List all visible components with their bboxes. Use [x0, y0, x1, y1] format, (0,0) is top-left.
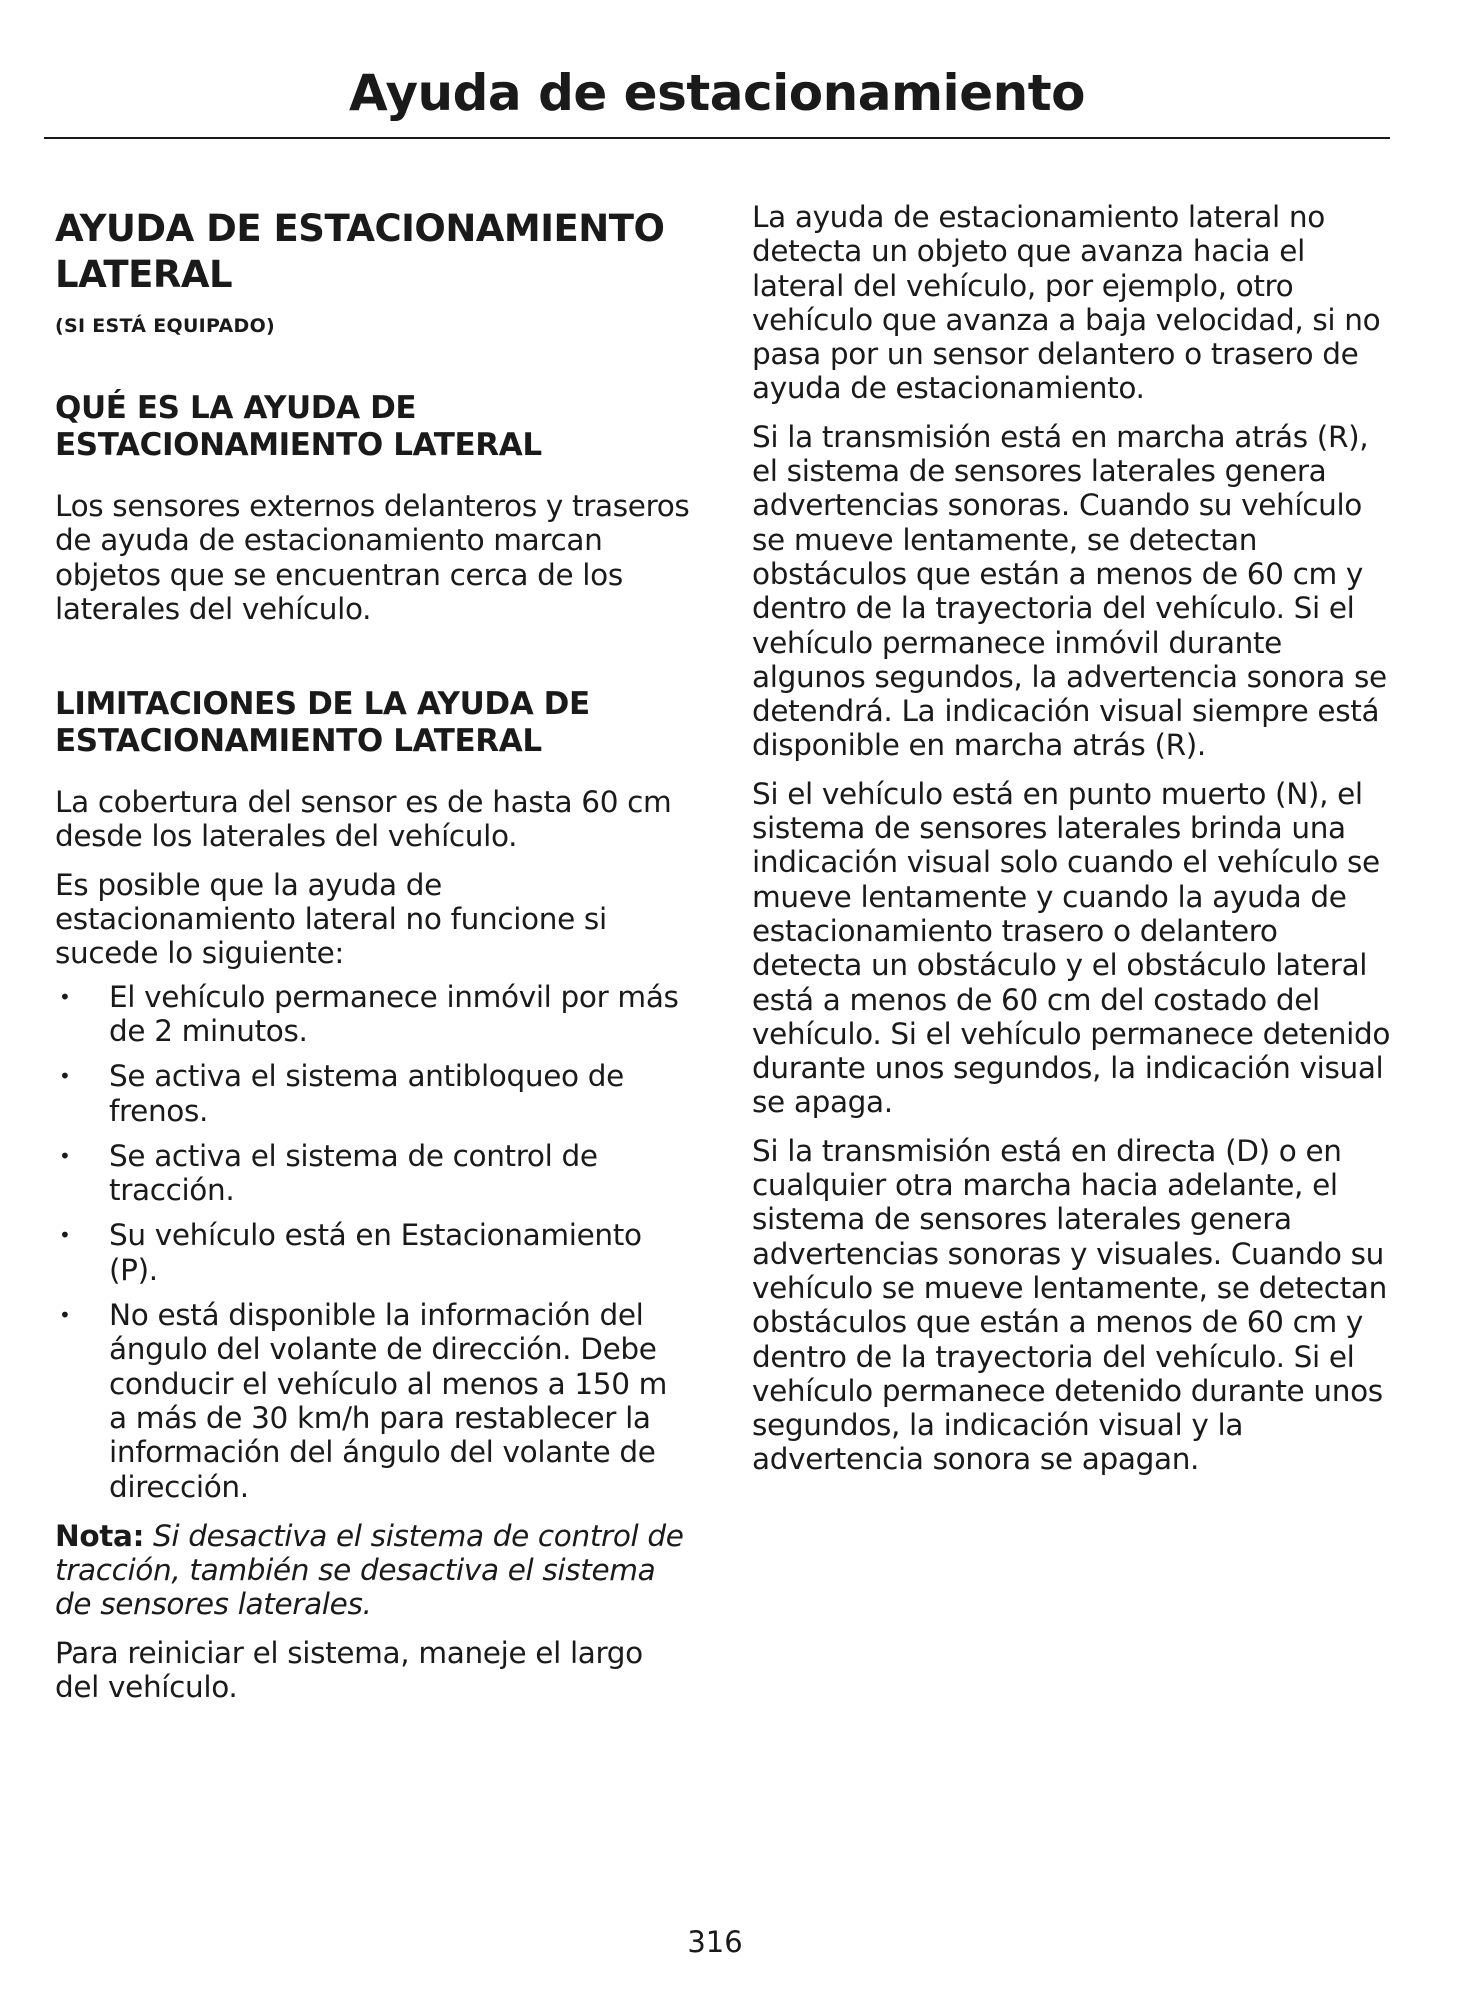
bullet-icon: • — [59, 1143, 71, 1168]
page-number: 316 — [687, 1925, 743, 1959]
list-item-text: El vehículo permanece inmóvil por más de 2 minutos. — [109, 979, 679, 1048]
list-item-text: Su vehículo está en Estacionamiento (P). — [109, 1218, 642, 1287]
list-item — [55, 1218, 690, 1287]
right-paragraph-1: La ayuda de estacionamiento lateral no detecta un objeto que avanza hacia el lateral del vehículo, por ejemplo, otro vehículo que avanza a baja velocidad, si no pasa por un sensor delantero o trasero de ayuda de estacionamiento. — [752, 200, 1381, 406]
equipped-note: (SI ESTÁ EQUIPADO) — [55, 315, 276, 337]
main-heading: AYUDA DE ESTACIONAMIENTO LATERAL — [55, 207, 665, 296]
left-column — [55, 200, 690, 1704]
bullet-icon: • — [59, 1223, 71, 1248]
limitations-paragraph-intro: Es posible que la ayuda de estacionamiento lateral no funcione si sucede lo siguiente: — [55, 867, 607, 971]
note-text: Si desactiva el sistema de control de tracción, también se desactiva el sistema de sensores laterales. — [55, 1518, 684, 1622]
list-item — [55, 1059, 690, 1128]
right-paragraph-2: Si la transmisión está en marcha atrás (R), el sistema de sensores laterales genera advertencias sonoras. Cuando su vehículo se mueve lentamente, se detectan obstáculos que están a menos de 60 cm y dentro de la trayectoria del vehículo. Si el vehículo permanece inmóvil durante algunos segundos, la advertencia sonora se detendrá. La indicación visual siempre está disponible en marcha atrás (R). — [752, 419, 1387, 763]
list-item-text: Se activa el sistema de control de tracción. — [109, 1138, 598, 1208]
reset-paragraph: Para reiniciar el sistema, maneje el largo del vehículo. — [55, 1635, 643, 1705]
list-item-text: Se activa el sistema antibloqueo de frenos. — [109, 1059, 624, 1128]
note-paragraph — [55, 1519, 690, 1622]
right-paragraph-3: Si el vehículo está en punto muerto (N), el sistema de sensores laterales brinda una indicación visual solo cuando el vehículo se mueve lentamente y cuando la ayuda de estacionamiento trasero o delantero detecta un obstáculo y el obstáculo lateral está a menos de 60 cm del costado del vehículo. Si el vehículo permanece detenido durante unos segundos, la indicación visual se apaga. — [752, 776, 1391, 1120]
section-paragraph-what-is: Los sensores externos delanteros y traseros de ayuda de estacionamiento marcan objetos que se encuentran cerca de los laterales del vehículo. — [55, 489, 690, 626]
bullet-icon: • — [59, 1064, 71, 1089]
page-title: Ayuda de estacionamiento — [349, 64, 1085, 122]
limitations-list — [55, 980, 690, 1504]
bullet-icon: • — [59, 984, 71, 1009]
list-item — [55, 980, 690, 1049]
list-item-text: No está disponible la información del ángulo del volante de dirección. Debe conducir el vehículo al menos a 150 m a más de 30 km/h para restablecer la información del ángulo del volante de dirección. — [109, 1298, 668, 1504]
bullet-icon: • — [59, 1303, 71, 1328]
right-column — [752, 200, 1392, 1477]
title-divider — [44, 137, 1390, 139]
section-heading-limitations: LIMITACIONES DE LA AYUDA DE ESTACIONAMIENTO LATERAL — [55, 686, 590, 760]
right-paragraph-4: Si la transmisión está en directa (D) o en cualquier otra marcha hacia adelante, el sistema de sensores laterales genera advertencias sonoras y visuales. Cuando su vehículo se mueve lentamente, se detectan obstáculos que están a menos de 60 cm y dentro de la trayectoria del vehículo. Si el vehículo permanece detenido durante unos segundos, la indicación visual y la advertencia sonora se apagan. — [752, 1133, 1387, 1477]
list-item — [55, 1298, 690, 1504]
list-item — [55, 1139, 690, 1208]
note-label: Nota: — [55, 1518, 145, 1553]
limitations-paragraph-coverage: La cobertura del sensor es de hasta 60 cm desde los laterales del vehículo. — [55, 785, 672, 854]
section-heading-what-is: QUÉ ES LA AYUDA DE ESTACIONAMIENTO LATERAL — [55, 390, 542, 463]
